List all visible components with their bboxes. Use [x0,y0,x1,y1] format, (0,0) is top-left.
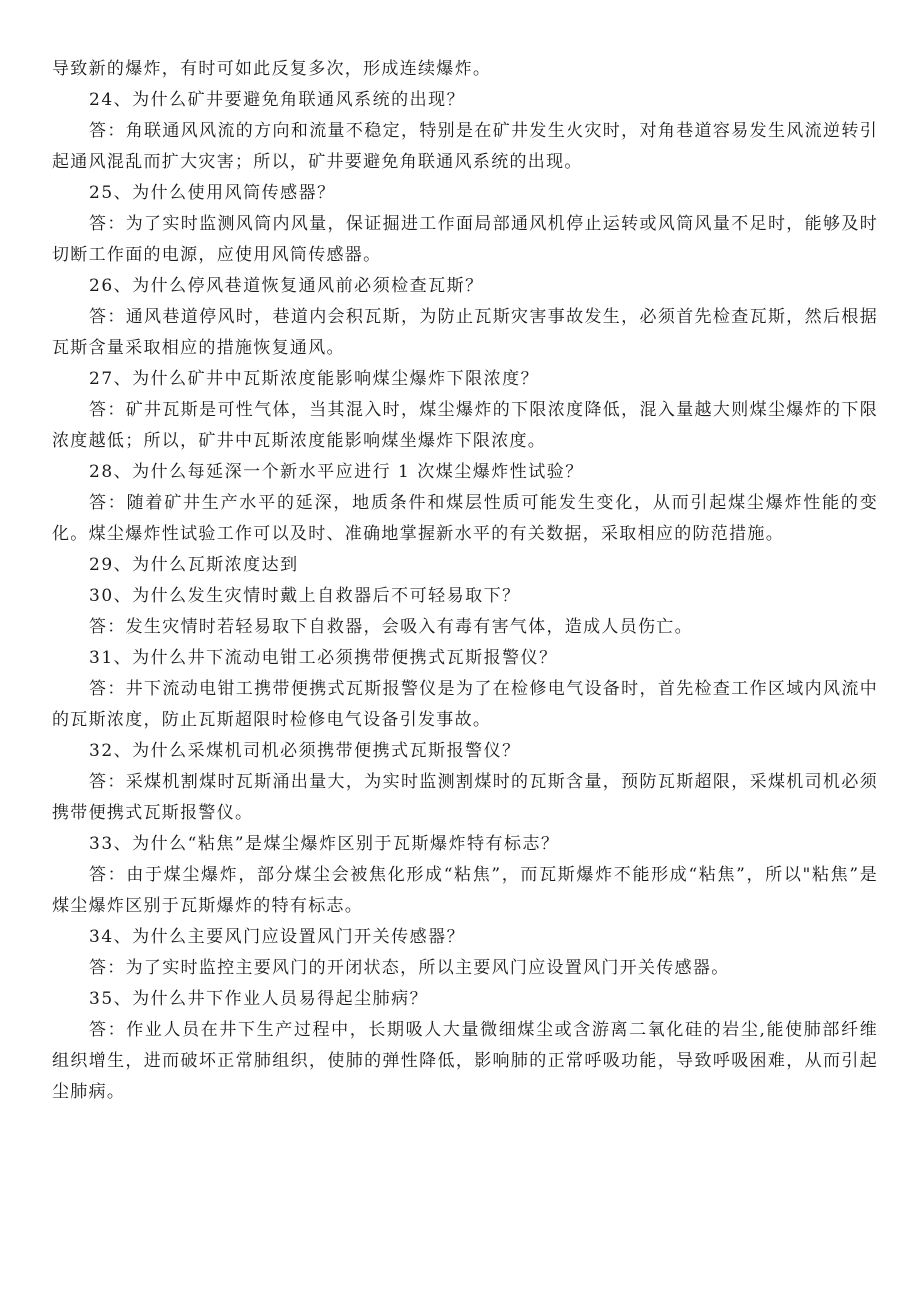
question-26: 26、为什么停风巷道恢复通风前必须检查瓦斯？ [89,276,484,296]
question-31: 31、为什么井下流动电钳工必须携带便携式瓦斯报警仪？ [89,648,558,668]
answer-25: 答：为了实时监测风筒内风量，保证掘进工作面局部通风机停止运转或风筒风量不足时，能够及时切断工作面的电源，应使用风筒传感器。 [52,214,878,265]
question-28: 28、为什么每延深一个新水平应进行 1 次煤尘爆炸性试验？ [89,462,584,482]
question-29: 29、为什么瓦斯浓度达到 [89,555,299,575]
question-25: 25、为什么使用风筒传感器？ [89,183,336,203]
answer-26: 答：通风巷道停风时，巷道内会积瓦斯，为防止瓦斯灾害事故发生，必须首先检查瓦斯，然后根据瓦斯含量采取相应的措施恢复通风。 [52,307,878,358]
answer-32: 答：采煤机割煤时瓦斯涌出量大，为实时监测割煤时的瓦斯含量，预防瓦斯超限，采煤机司机必须携带便携式瓦斯报警仪。 [52,772,878,823]
answer-27: 答：矿井瓦斯是可性气体，当其混入时，煤尘爆炸的下限浓度降低，混入量越大则煤尘爆炸的下限浓度越低；所以，矿井中瓦斯浓度能影响煤坐爆炸下限浓度。 [52,400,878,451]
question-35: 35、为什么井下作业人员易得起尘肺病？ [89,989,429,1009]
question-27: 27、为什么矿井中瓦斯浓度能影响煤尘爆炸下限浓度？ [89,369,540,389]
document-body [52,54,878,1108]
answer-28: 答：随着矿井生产水平的延深，地质条件和煤层性质可能发生变化，从而引起煤尘爆炸性能的变化。煤尘爆炸性试验工作可以及时、准确地掌握新水平的有关数据，采取相应的防范措施。 [52,493,878,544]
answer-34: 答：为了实时监控主要风门的开闭状态，所以主要风门应设置风门开关传感器。 [89,958,730,978]
question-34: 34、为什么主要风门应设置风门开关传感器？ [89,927,466,947]
answer-24: 答：角联通风风流的方向和流量不稳定，特别是在矿井发生火灾时，对角巷道容易发生风流逆转引起通风混乱而扩大灾害；所以，矿井要避免角联通风系统的出现。 [52,121,878,172]
answer-30: 答：发生灾情时若轻易取下自救器，会吸入有毒有害气体，造成人员伤亡。 [89,617,693,637]
answer-35: 答：作业人员在井下生产过程中，长期吸人大量微细煤尘或含游离二氧化硅的岩尘,能使肺部纤维组织增生，进而破坏正常肺组织，使肺的弹性降低，影响肺的正常呼吸功能，导致呼吸困难，从而引起尘肺病。 [52,1020,878,1102]
answer-33: 答：由于煤尘爆炸，部分煤尘会被焦化形成“粘焦”，而瓦斯爆炸不能形成“粘焦”，所以"粘焦”是煤尘爆炸区别于瓦斯爆炸的特有标志。 [52,865,878,916]
question-24: 24、为什么矿井要避免角联通风系统的出现？ [89,90,466,110]
question-33: 33、为什么“粘焦”是煤尘爆炸区别于瓦斯爆炸特有标志？ [89,834,560,854]
answer-31: 答：井下流动电钳工携带便携式瓦斯报警仪是为了在检修电气设备时，首先检查工作区域内风流中的瓦斯浓度，防止瓦斯超限时检修电气设备引发事故。 [52,679,878,730]
question-32: 32、为什么采煤机司机必须携带便携式瓦斯报警仪？ [89,741,521,761]
question-30: 30、为什么发生灾情时戴上自救器后不可轻易取下？ [89,586,521,606]
paragraph-continuation: 导致新的爆炸，有时可如此反复多次，形成连续爆炸。 [52,59,492,79]
